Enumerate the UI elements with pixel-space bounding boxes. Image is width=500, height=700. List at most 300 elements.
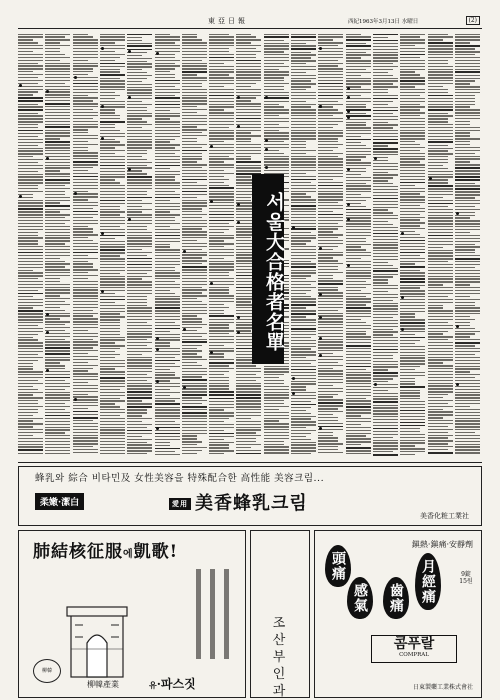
text-line xyxy=(428,281,453,282)
text-line xyxy=(318,150,333,151)
text-line xyxy=(373,361,398,362)
tb-company: 柳韓產業 xyxy=(87,680,119,689)
text-line xyxy=(127,339,147,340)
text-line xyxy=(428,209,453,210)
text-line xyxy=(127,415,142,416)
text-line xyxy=(428,145,448,146)
text-line xyxy=(346,372,371,373)
text-line xyxy=(400,173,425,174)
text-line xyxy=(18,453,43,454)
text-line xyxy=(373,265,393,266)
text-line xyxy=(209,164,234,165)
text-line xyxy=(73,402,98,403)
text-line xyxy=(182,240,197,241)
text-line xyxy=(400,225,420,226)
text-line xyxy=(182,126,197,127)
text-line xyxy=(236,397,261,399)
text-line xyxy=(400,451,425,452)
text-line xyxy=(18,159,43,160)
text-line xyxy=(18,438,43,439)
text-line xyxy=(236,138,251,139)
text-line xyxy=(400,419,425,420)
text-line xyxy=(428,435,453,436)
text-line xyxy=(100,249,125,251)
text-line xyxy=(45,444,70,445)
text-line xyxy=(182,36,197,37)
text-line xyxy=(73,347,93,348)
text-line xyxy=(455,109,480,110)
text-line xyxy=(73,42,98,43)
text-line xyxy=(428,339,448,340)
tb-headline-main: 肺結核征服 xyxy=(33,542,123,562)
text-line xyxy=(100,95,120,96)
text-line xyxy=(45,91,70,92)
text-line xyxy=(209,170,224,171)
text-line xyxy=(291,208,316,209)
text-line xyxy=(428,212,453,213)
text-line xyxy=(264,435,289,436)
text-line xyxy=(428,307,443,308)
text-line xyxy=(318,226,343,227)
text-line xyxy=(236,127,261,128)
text-line xyxy=(100,421,125,422)
text-line xyxy=(346,369,366,370)
text-line xyxy=(346,156,366,157)
text-line xyxy=(291,436,306,437)
text-line xyxy=(45,315,70,316)
text-line xyxy=(155,182,180,183)
text-line xyxy=(236,83,256,84)
text-line xyxy=(264,386,289,387)
text-line xyxy=(400,404,425,405)
text-line xyxy=(45,427,70,428)
text-line xyxy=(182,124,207,125)
text-line xyxy=(318,318,343,319)
text-line xyxy=(209,153,234,154)
text-line xyxy=(155,354,180,355)
text-line xyxy=(291,363,311,364)
name-list-column xyxy=(182,32,207,462)
text-line xyxy=(100,244,125,245)
text-line xyxy=(236,92,261,93)
text-line xyxy=(346,287,366,288)
text-line xyxy=(291,60,316,61)
text-line xyxy=(455,147,480,148)
text-line xyxy=(127,444,152,445)
text-line xyxy=(100,194,125,195)
text-line xyxy=(45,159,70,160)
text-line xyxy=(291,293,306,294)
text-line xyxy=(155,258,180,259)
text-line xyxy=(182,80,207,81)
text-line xyxy=(400,369,415,370)
text-line xyxy=(182,433,207,434)
text-line xyxy=(182,284,207,285)
text-line xyxy=(373,398,398,399)
text-line xyxy=(155,448,180,450)
text-line xyxy=(428,124,453,125)
text-line xyxy=(155,89,180,90)
text-line xyxy=(18,397,43,398)
text-line xyxy=(182,202,207,203)
text-line xyxy=(127,211,142,212)
text-line xyxy=(346,360,371,361)
text-line xyxy=(155,328,180,330)
text-line xyxy=(100,182,120,183)
text-line xyxy=(400,275,425,276)
text-line xyxy=(455,89,480,90)
text-line xyxy=(264,124,279,125)
text-line xyxy=(182,391,207,392)
text-line xyxy=(318,193,343,194)
text-line xyxy=(455,203,480,204)
text-line xyxy=(346,336,371,337)
text-line xyxy=(100,412,125,413)
text-line xyxy=(155,238,180,239)
text-line xyxy=(73,211,98,213)
text-line xyxy=(373,311,398,312)
text-line xyxy=(127,313,152,314)
text-line xyxy=(236,153,261,154)
text-line xyxy=(373,320,398,321)
text-line xyxy=(455,141,470,142)
text-line xyxy=(100,255,120,256)
text-line xyxy=(455,412,480,413)
text-line xyxy=(291,284,311,285)
text-line xyxy=(127,436,142,437)
text-line xyxy=(209,138,234,139)
text-line xyxy=(45,403,65,404)
text-line xyxy=(18,420,33,421)
text-line xyxy=(400,386,425,388)
text-line xyxy=(73,217,93,218)
text-line xyxy=(100,159,125,160)
text-line xyxy=(209,243,234,244)
text-line xyxy=(182,269,207,270)
text-line xyxy=(400,352,425,353)
text-line xyxy=(318,182,343,183)
text-line xyxy=(18,65,43,66)
text-line xyxy=(209,36,234,37)
text-line xyxy=(182,438,197,439)
text-line xyxy=(73,344,98,345)
text-line xyxy=(428,141,453,143)
text-line xyxy=(155,144,180,145)
text-line xyxy=(455,313,480,314)
text-line xyxy=(182,379,207,381)
text-line xyxy=(18,377,43,378)
text-line xyxy=(264,438,289,439)
text-line xyxy=(318,147,338,148)
text-line xyxy=(73,208,93,209)
text-line xyxy=(400,381,415,382)
text-line xyxy=(155,48,180,49)
text-line xyxy=(100,345,125,346)
text-line xyxy=(346,345,371,347)
text-line xyxy=(318,435,333,436)
text-line xyxy=(428,267,453,268)
text-line xyxy=(318,74,343,75)
text-line xyxy=(182,65,207,66)
text-line xyxy=(18,208,43,210)
text-line xyxy=(182,121,207,122)
text-line xyxy=(373,177,393,178)
text-line xyxy=(127,348,152,349)
text-line xyxy=(100,363,125,364)
text-line xyxy=(155,246,170,247)
text-line xyxy=(127,124,152,125)
text-line xyxy=(127,267,152,268)
text-line xyxy=(318,185,343,187)
section-bullet xyxy=(156,380,159,383)
section-bullet xyxy=(347,203,350,206)
text-line xyxy=(455,209,480,210)
text-line xyxy=(318,86,343,87)
text-line xyxy=(209,421,224,422)
text-line xyxy=(18,409,38,410)
text-line xyxy=(346,270,371,271)
text-line xyxy=(318,414,333,415)
text-line xyxy=(455,336,470,337)
text-line xyxy=(291,313,316,315)
text-line xyxy=(100,325,120,326)
text-line xyxy=(155,220,175,221)
text-line xyxy=(264,423,289,424)
text-line xyxy=(127,141,152,142)
text-line xyxy=(400,112,425,113)
text-line xyxy=(18,124,38,125)
text-line xyxy=(291,450,316,451)
text-line xyxy=(45,450,70,451)
text-line xyxy=(346,453,371,454)
text-line xyxy=(264,418,289,419)
text-line xyxy=(264,392,289,393)
text-line xyxy=(455,232,470,233)
text-line xyxy=(373,78,398,79)
text-line xyxy=(455,42,470,43)
text-line xyxy=(318,298,343,299)
text-line xyxy=(73,138,98,139)
text-line xyxy=(155,421,175,422)
text-line xyxy=(373,369,388,370)
text-line xyxy=(45,130,70,131)
text-line xyxy=(428,374,453,375)
text-line xyxy=(155,345,170,346)
text-line xyxy=(127,203,152,204)
text-line xyxy=(45,435,70,436)
text-line xyxy=(100,156,125,157)
text-line xyxy=(291,223,316,224)
text-line xyxy=(73,258,98,259)
text-line xyxy=(455,118,480,119)
section-bullet xyxy=(128,218,131,221)
text-line xyxy=(428,411,453,412)
text-line xyxy=(318,336,343,337)
text-line xyxy=(291,115,316,116)
text-line xyxy=(73,129,88,130)
text-line xyxy=(373,372,398,374)
text-line xyxy=(400,144,420,145)
text-line xyxy=(400,150,420,151)
text-line xyxy=(18,363,33,364)
text-line xyxy=(236,371,261,372)
text-line xyxy=(73,292,98,293)
text-line xyxy=(127,345,147,346)
text-line xyxy=(45,45,70,46)
text-line xyxy=(182,318,202,319)
text-line xyxy=(182,106,197,107)
section-bullet xyxy=(101,47,104,50)
text-line xyxy=(428,250,453,251)
text-line xyxy=(291,383,316,384)
text-line xyxy=(18,415,33,416)
text-line xyxy=(73,446,93,447)
text-line xyxy=(373,186,398,187)
text-line xyxy=(155,179,175,180)
text-line xyxy=(346,104,366,105)
text-line xyxy=(346,52,366,53)
text-line xyxy=(155,369,170,370)
text-line xyxy=(318,275,333,276)
text-line xyxy=(373,334,393,335)
text-line xyxy=(182,246,207,247)
text-line xyxy=(236,421,261,422)
text-line xyxy=(182,71,207,73)
text-line xyxy=(455,36,480,37)
text-line xyxy=(400,124,425,125)
text-line xyxy=(155,124,180,125)
text-line xyxy=(209,427,234,428)
text-line xyxy=(73,370,88,371)
text-line xyxy=(209,356,224,357)
text-line xyxy=(346,380,371,381)
page-number: (2) xyxy=(466,16,481,25)
text-line xyxy=(100,71,120,72)
text-line xyxy=(73,226,88,227)
text-line xyxy=(264,374,284,375)
text-line xyxy=(400,383,415,384)
text-line xyxy=(318,333,343,334)
text-line xyxy=(400,431,420,432)
text-line xyxy=(346,450,371,451)
text-line xyxy=(455,360,480,361)
text-line xyxy=(264,446,289,447)
text-line xyxy=(127,397,152,399)
text-line xyxy=(291,138,316,139)
text-line xyxy=(373,46,398,47)
text-line xyxy=(428,371,453,372)
section-bullet xyxy=(429,177,432,180)
text-line xyxy=(155,331,170,332)
text-line xyxy=(45,421,70,422)
text-line xyxy=(373,110,398,112)
text-line xyxy=(155,63,175,64)
text-line xyxy=(318,51,343,52)
text-line xyxy=(182,158,202,159)
text-line xyxy=(73,89,98,90)
text-line xyxy=(455,238,480,239)
text-line xyxy=(455,389,480,390)
text-line xyxy=(73,68,93,69)
text-line xyxy=(291,290,311,291)
text-line xyxy=(318,350,343,351)
text-line xyxy=(291,372,316,373)
text-line xyxy=(318,385,333,386)
text-line xyxy=(318,437,338,438)
section-bullet xyxy=(156,427,159,430)
text-line xyxy=(73,368,93,369)
text-line xyxy=(373,242,398,243)
text-line xyxy=(455,264,480,265)
text-line xyxy=(346,246,361,247)
text-line xyxy=(155,194,180,195)
text-line xyxy=(428,394,448,395)
text-line xyxy=(346,235,371,236)
text-line xyxy=(127,139,152,140)
text-line xyxy=(428,48,453,49)
text-line xyxy=(455,92,480,93)
text-line xyxy=(155,290,170,291)
text-line xyxy=(73,97,98,98)
text-line xyxy=(155,92,180,93)
text-line xyxy=(428,258,453,259)
text-line xyxy=(373,308,398,309)
text-line xyxy=(291,135,316,136)
text-line xyxy=(346,101,371,102)
text-line xyxy=(455,406,470,407)
text-line xyxy=(45,287,70,288)
text-line xyxy=(264,394,289,395)
text-line xyxy=(182,427,207,428)
text-line xyxy=(291,112,316,113)
text-line xyxy=(291,351,316,352)
text-line xyxy=(455,296,470,297)
text-line xyxy=(400,89,425,90)
text-line xyxy=(400,293,425,294)
section-bullet xyxy=(319,105,322,108)
text-line xyxy=(73,298,98,299)
text-line xyxy=(428,115,453,116)
text-line xyxy=(209,398,234,400)
text-line xyxy=(318,266,338,267)
text-line xyxy=(100,54,125,55)
text-line xyxy=(346,162,371,163)
text-line xyxy=(209,74,229,75)
text-line xyxy=(373,288,398,289)
drop-toothache: 齒痛 xyxy=(383,577,409,619)
text-line xyxy=(100,206,120,207)
text-line xyxy=(373,378,393,379)
text-line xyxy=(209,48,229,49)
text-line xyxy=(346,261,371,262)
text-line xyxy=(18,296,33,297)
text-line xyxy=(127,255,147,256)
text-line xyxy=(346,331,366,332)
text-line xyxy=(155,439,180,440)
text-line xyxy=(318,341,343,342)
text-line xyxy=(100,258,125,259)
text-line xyxy=(209,295,234,296)
text-line xyxy=(209,418,229,419)
section-bullet xyxy=(347,96,350,99)
text-line xyxy=(318,228,338,229)
text-line xyxy=(73,39,98,40)
text-line xyxy=(291,106,311,107)
triumphal-arch-illustration xyxy=(61,597,133,679)
text-line xyxy=(318,379,343,380)
text-line xyxy=(455,60,480,61)
text-line xyxy=(182,170,207,171)
